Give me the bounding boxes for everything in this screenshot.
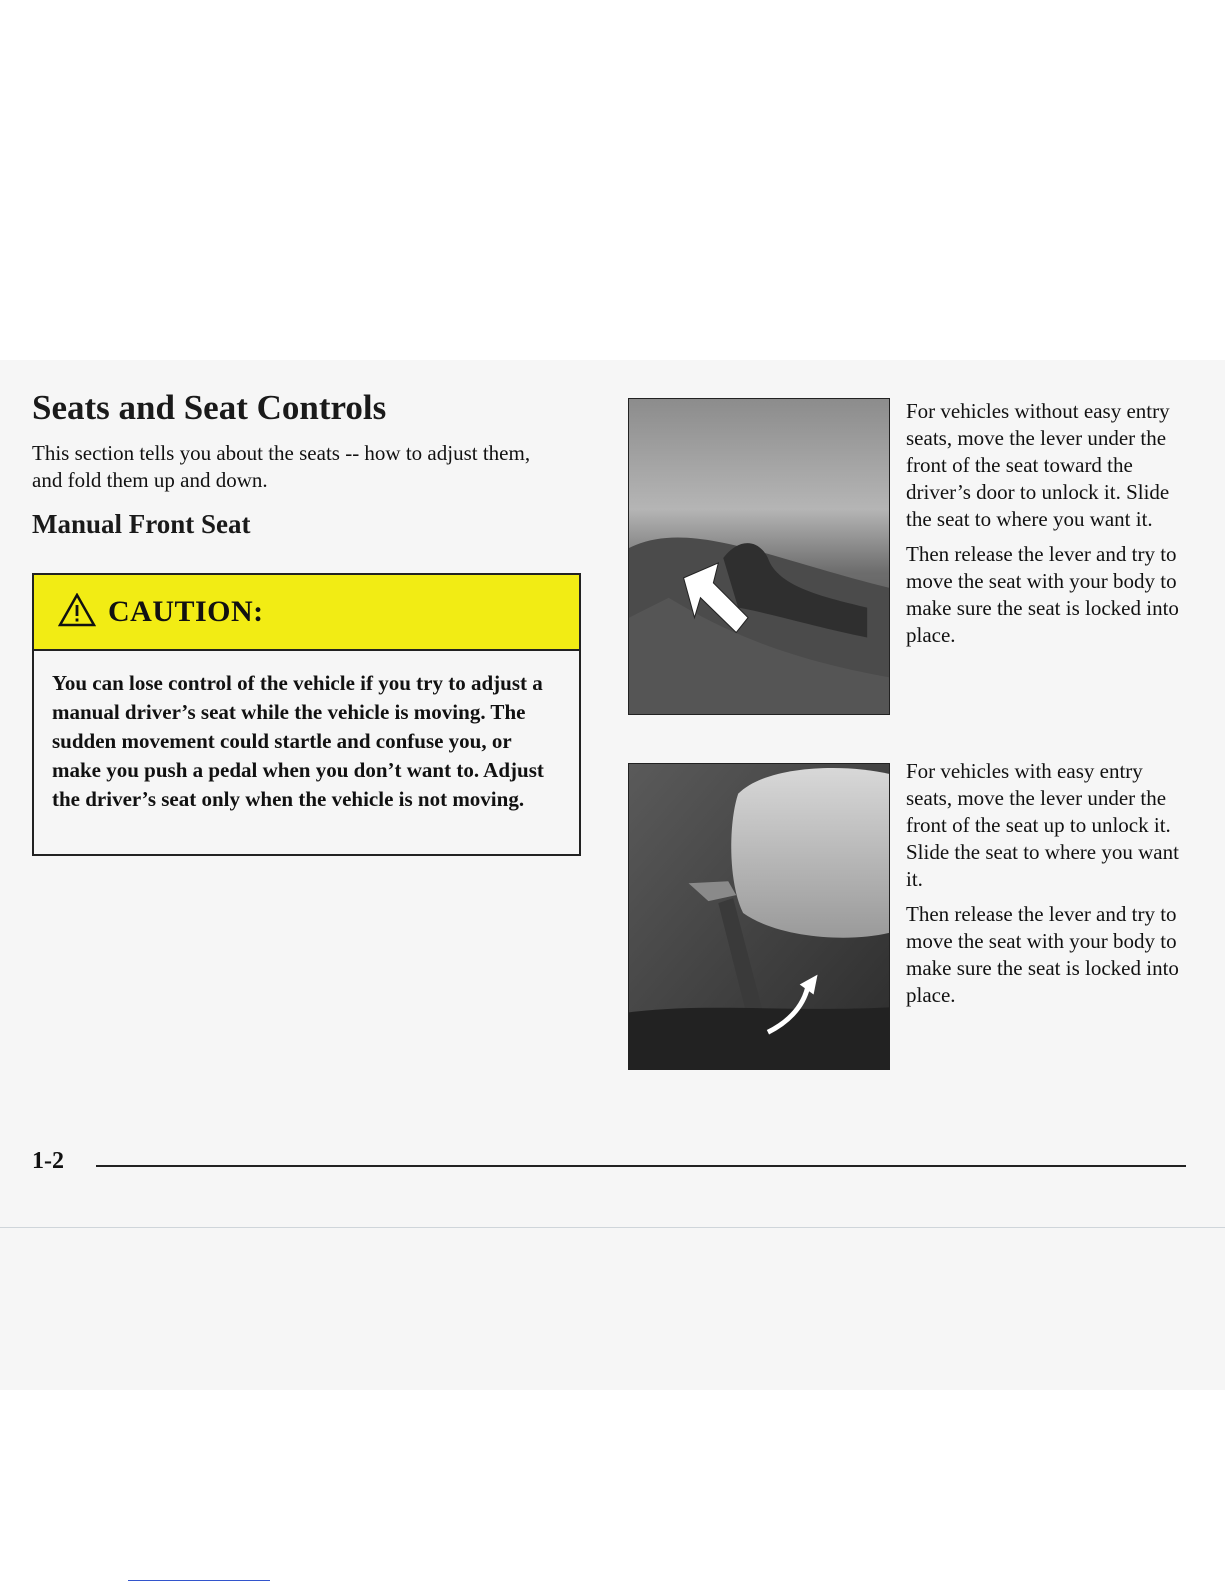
- section-title: Seats and Seat Controls: [32, 388, 387, 427]
- step-1-instruction: For vehicles without easy entry seats, move the lever under the front of the seat toward the driver’s door to unlock it. Slide the seat to where you want it.: [906, 399, 1170, 531]
- caution-box: [32, 573, 581, 856]
- seat-lever-photo-2: [628, 763, 890, 1070]
- subsection-title: Manual Front Seat: [32, 509, 251, 539]
- warning-triangle-icon: [58, 593, 108, 632]
- step-2-text: [906, 758, 1191, 1017]
- page-number: 1-2: [32, 1148, 64, 1174]
- step-1-text: [906, 398, 1191, 657]
- footer-rule: [96, 1165, 1186, 1167]
- divider: [0, 1227, 1225, 1228]
- caution-text: You can lose control of the vehicle if you try to adjust a manual driver’s seat while the vehicle is moving. The sudden movement could startle and confuse you, or make you push a pedal when you don’t want to. Adjust the driver’s seat only when the vehicle is not moving.: [52, 671, 544, 811]
- section-intro: This section tells you about the seats -- how to adjust them, and fold them up and down.: [32, 441, 531, 492]
- step-2-instruction: For vehicles with easy entry seats, move the lever under the front of the seat up to unlock it. Slide the seat to where you want it.: [906, 759, 1179, 891]
- step-2-followup: Then release the lever and try to move the seat with your body to make sure the seat is locked into place.: [906, 902, 1179, 1007]
- seat-lever-photo-1: [628, 398, 890, 715]
- caution-title: CAUTION:: [108, 595, 264, 628]
- step-1-followup: Then release the lever and try to move the seat with your body to make sure the seat is locked into place.: [906, 542, 1179, 647]
- caution-header: [34, 575, 579, 651]
- bottom-underline: [128, 1580, 270, 1581]
